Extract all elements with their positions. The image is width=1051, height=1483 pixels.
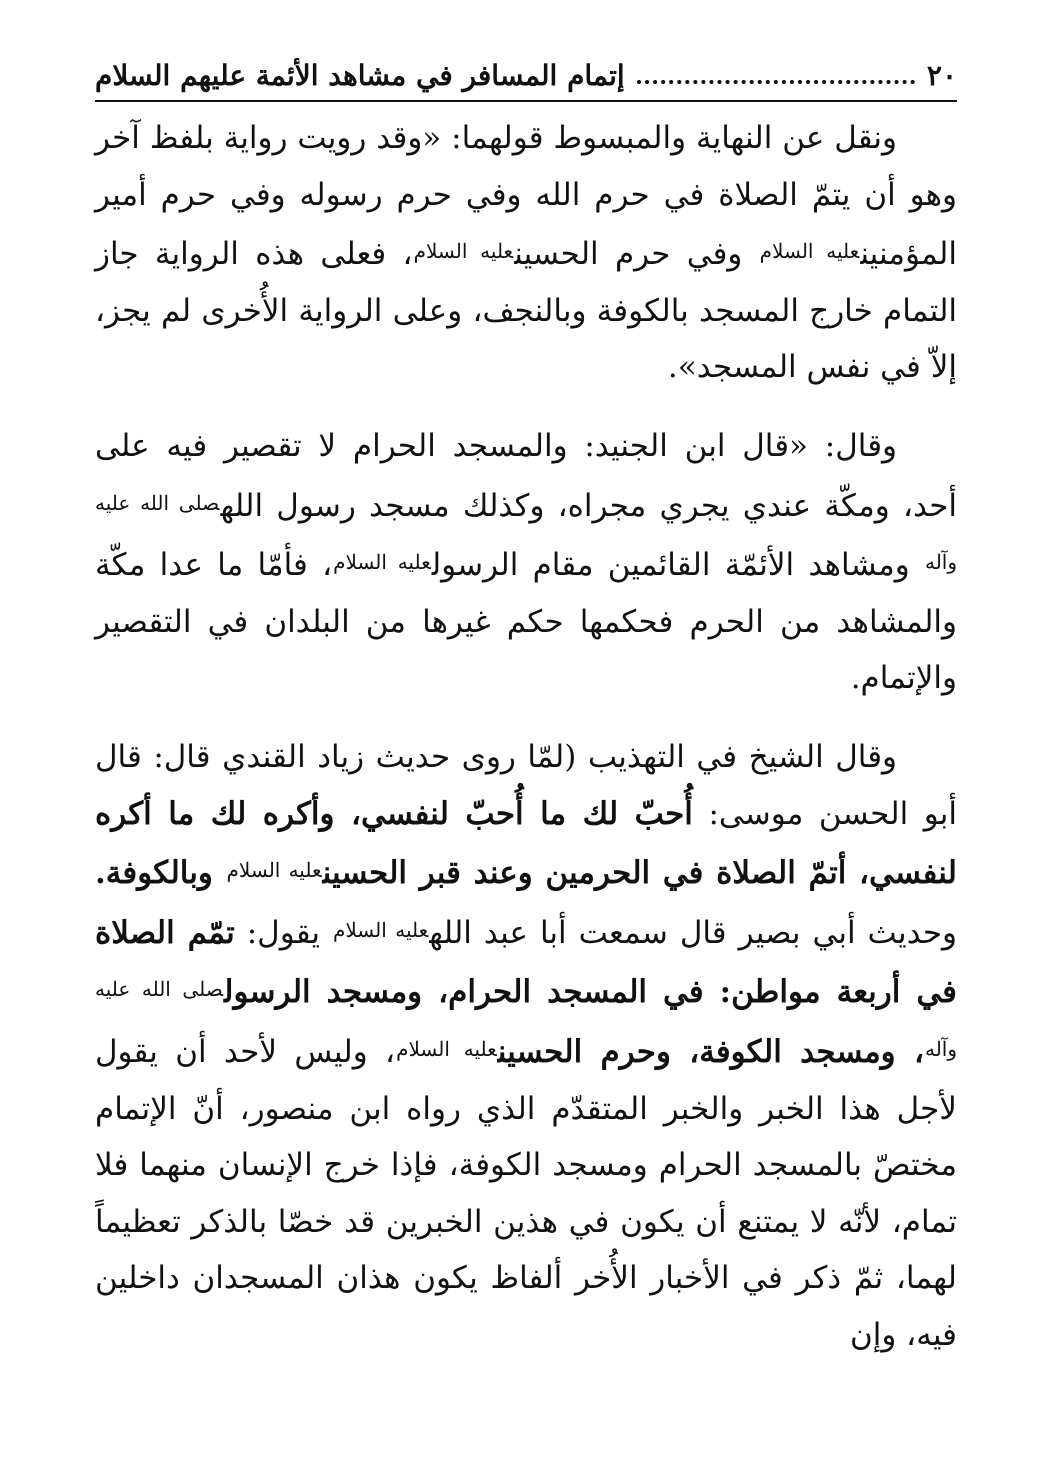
hadith-quote: وبالكوفة.	[95, 855, 226, 892]
body-text	[95, 110, 957, 1363]
paragraph-1: ونقل عن النهاية والمبسوط قولهما: «وقد رويت رواية بلفظ آخر وهو أن يتمّ الصلاة في حرم الله وفي حرم رسوله وفي حرم أمير المؤمنينعليه السلام وفي حرم الحسينعليه السلام، فعلى هذه الرواية جاز التمام خارج المسجد بالكوفة وبالنجف، وعلى الرواية الأُخرى لم يجز، إلاّ في نفس المسجد».	[95, 120, 957, 386]
running-title: إتمام المسافر في مشاهد الأئمة عليهم السلام	[95, 58, 625, 92]
header-dot-leader	[637, 80, 915, 84]
honorific-alayhi-salam: عليه السلام	[332, 917, 429, 942]
honorific-salla-allah: صلى الله عليه وآله	[95, 977, 957, 1061]
hadith-quote: أُحبّ لك ما أُحبّ لنفسي، وأكره لك ما أكره لنفسي، أتمّ الصلاة في الحرمين وعند قبر الحسين	[95, 795, 957, 892]
page-number: ٢٠	[926, 58, 957, 92]
paragraph-2: وقال: «قال ابن الجنيد: والمسجد الحرام لا تقصير فيه على أحد، ومكّة عندي يجري مجراه، وكذلك مسجد رسول اللهصلى الله عليه وآله ومشاهد الأئمّة القائمين مقام الرسولعليه السلام، فأمّا ما عدا مكّة والمشاهد من الحرم فحكمها حكم غيرها من البلدان في التقصير والإتمام.	[95, 427, 957, 697]
hadith-quote: ، ومسجد الكوفة، وحرم الحسين	[497, 1033, 924, 1070]
header-divider	[95, 100, 957, 102]
honorific-alayhi-salam: عليه السلام	[333, 550, 431, 575]
paragraph-3: وقال الشيخ في التهذيب (لمّا روى حديث زياد القندي قال: قال أبو الحسن موسى: أُحبّ لك ما أُحبّ لنفسي، وأكره لك ما أكره لنفسي، أتمّ الصلاة في الحرمين وعند قبر الحسينعليه السلام وبالكوفة. وحديث أبي بصير قال سمعت أبا عبد اللهعليه السلام يقول: تمّم الصلاة في أربعة مواطن: في المسجد الحرام، ومسجد الرسولصلى الله عليه وآله، ومسجد الكوفة، وحرم الحسينعليه السلام، وليس لأحد أن يقول لأجل هذا الخبر والخبر المتقدّم الذي رواه ابن منصور، أنّ الإتمام مختصّ بالمسجد الحرام ومسجد الكوفة، فإذا خرج الإنسان منهما فلا تمام، لأنّه لا يمتنع أن يكون في هذين الخبرين قد خصّا بالذكر تعظيماً لهما، ثمّ ذكر في الأخبار الأُخر ألفاظ يكون هذان المسجدان داخلين فيه، وإن	[95, 738, 958, 1353]
running-header	[95, 52, 957, 98]
honorific-alayhi-salam: عليه السلام	[413, 239, 514, 264]
hadith-quote: تمّم الصلاة في أربعة مواطن: في المسجد الحرام، ومسجد الرسول	[95, 914, 958, 1011]
honorific-alayhi-salam: عليه السلام	[759, 239, 860, 264]
honorific-salla-allah: صلى الله عليه وآله	[95, 490, 957, 575]
honorific-alayhi-salam: عليه السلام	[396, 1036, 497, 1061]
honorific-alayhi-salam: عليه السلام	[226, 858, 322, 883]
